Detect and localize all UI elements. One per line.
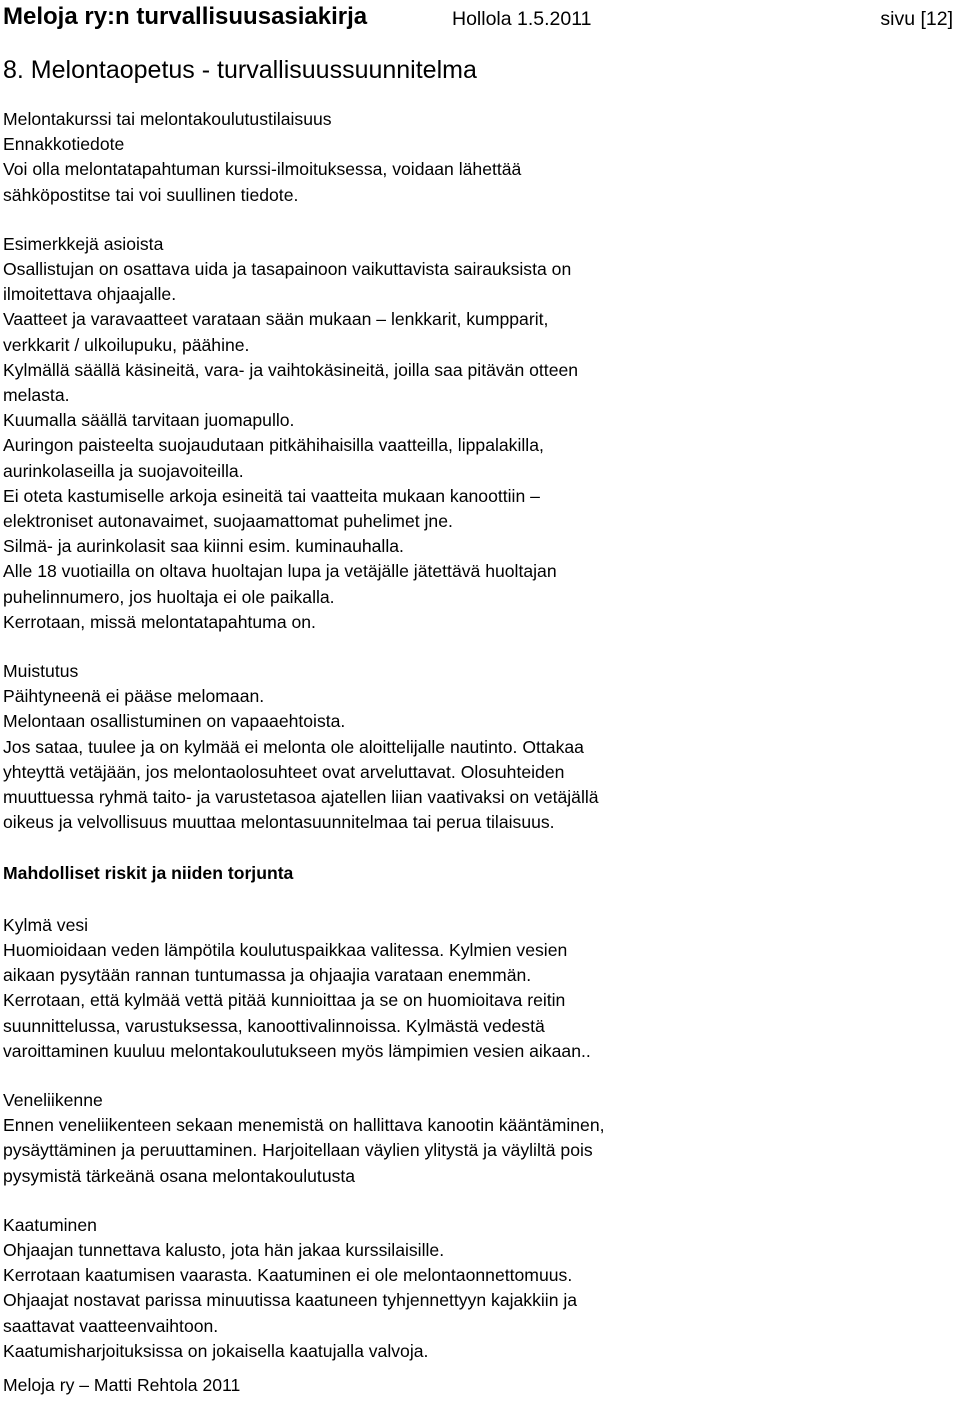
cold-water-line: varoittaminen kuuluu melontakoulutukseen myös lämpimien vesien aikaan.. [3, 1040, 591, 1061]
boat-traffic-line: pysymistä tärkeänä osana melontakoulutusta [3, 1165, 356, 1186]
examples-line: Vaatteet ja varavaatteet varataan sään mukaan – lenkkarit, kumpparit, [3, 309, 549, 330]
examples-line: Auringon paisteelta suojaudutaan pitkähihaisilla vaatteilla, lippalakilla, [3, 435, 544, 456]
document-title: Meloja ry:n turvallisuusasiakirja [3, 3, 368, 30]
examples-line: Alle 18 vuotiailla on oltava huoltajan lupa ja vetäjälle jätettävä huoltajan [3, 561, 557, 582]
boat-traffic-line: pysäyttäminen ja peruuttaminen. Harjoitellaan väylien ylitystä ja väyliltä pois [3, 1140, 593, 1161]
capsize-line: Ohjaajat nostavat parissa minuutissa kaatuneen tyhjennettyyn kajakkiin ja [3, 1290, 578, 1311]
cold-water-line: Huomioidaan veden lämpötila koulutuspaikkaa valitessa. Kylmien vesien [3, 939, 568, 960]
page-footer: Meloja ry – Matti Rehtola 2011 [3, 1375, 241, 1395]
examples-line: Kerrotaan, missä melontatapahtuma on. [3, 611, 316, 632]
document-body [3, 107, 953, 1364]
examples-line: elektroniset autonavaimet, suojaamattomat puhelimet jne. [3, 511, 453, 532]
page-header [3, 3, 953, 33]
course-line: sähköpostitse tai voi suullinen tiedote. [3, 184, 299, 205]
reminder-line: Melontaan osallistuminen on vapaaehtoista. [3, 711, 346, 732]
reminder-line: muuttuessa ryhmä taito- ja varustetasoa ajatellen liian vaativaksi on vetäjällä [3, 787, 599, 808]
examples-line: Kylmällä säällä käsineitä, vara- ja vaihtokäsineitä, joilla saa pitävän otteen [3, 359, 579, 380]
examples-line: Silmä- ja aurinkolasit saa kiinni esim. kuminauhalla. [3, 536, 404, 557]
boat-traffic-line: Ennen veneliikenteen sekaan menemistä on hallittava kanootin kääntäminen, [3, 1115, 605, 1136]
examples-line: ilmoitettava ohjaajalle. [3, 284, 177, 305]
reminder-line: Päihtyneenä ei pääse melomaan. [3, 686, 265, 707]
cold-water-line: Kerrotaan, että kylmää vettä pitää kunnioittaa ja se on huomioitava reitin [3, 990, 566, 1011]
reminder-line: oikeus ja velvollisuus muuttaa melontasuunnitelmaa tai perua tilaisuus. [3, 812, 555, 833]
page-number: sivu [12] [880, 8, 953, 30]
examples-line: Kuumalla säällä tarvitaan juomapullo. [3, 410, 295, 431]
reminder-line: Jos sataa, tuulee ja on kylmää ei melonta ole aloittelijalle nautinto. Ottakaa [3, 736, 584, 757]
capsize-line: Kerrotaan kaatumisen vaarasta. Kaatuminen ei ole melontaonnettomuus. [3, 1265, 573, 1286]
section-title: 8. Melontaopetus - turvallisuussuunnitelma [3, 56, 477, 84]
reminder-line: yhteyttä vetäjään, jos melontaolosuhteet ovat arveluttavat. Olosuhteiden [3, 761, 565, 782]
cold-water-heading: Kylmä vesi [3, 914, 89, 935]
examples-line: aurinkolaseilla ja suojavoiteilla. [3, 460, 244, 481]
capsize-heading: Kaatuminen [3, 1214, 97, 1235]
capsize-line: saattavat vaatteenvaihtoon. [3, 1315, 219, 1336]
capsize-line: Kaatumisharjoituksissa on jokaisella kaatujalla valvoja. [3, 1340, 429, 1361]
examples-line: verkkarit / ulkoilupuku, päähine. [3, 334, 250, 355]
examples-line: melasta. [3, 385, 70, 406]
examples-line: puhelinnumero, jos huoltaja ei ole paikalla. [3, 586, 335, 607]
cold-water-line: aikaan pysytään rannan tuntumassa ja ohjaajia varataan enemmän. [3, 965, 532, 986]
examples-line: Osallistujan on osattava uida ja tasapainoon vaikuttavista sairauksista on [3, 259, 572, 280]
course-heading: Melontakurssi tai melontakoulutustilaisuus [3, 109, 332, 129]
boat-traffic-heading: Veneliikenne [3, 1089, 103, 1110]
course-line: Voi olla melontatapahtuman kurssi-ilmoituksessa, voidaan lähettää [3, 159, 522, 180]
examples-heading: Esimerkkejä asioista [3, 233, 164, 254]
course-subheading: Ennakkotiedote [3, 134, 125, 155]
risks-heading: Mahdolliset riskit ja niiden torjunta [3, 863, 294, 884]
capsize-line: Ohjaajan tunnettava kalusto, jota hän jakaa kurssilaisille. [3, 1239, 445, 1260]
place-date: Hollola 1.5.2011 [452, 8, 592, 30]
reminder-heading: Muistutus [3, 661, 79, 682]
cold-water-line: suunnittelussa, varustuksessa, kanoottivalinnoissa. Kylmästä vedestä [3, 1015, 545, 1036]
examples-line: Ei oteta kastumiselle arkoja esineitä tai vaatteita mukaan kanoottiin – [3, 485, 540, 506]
